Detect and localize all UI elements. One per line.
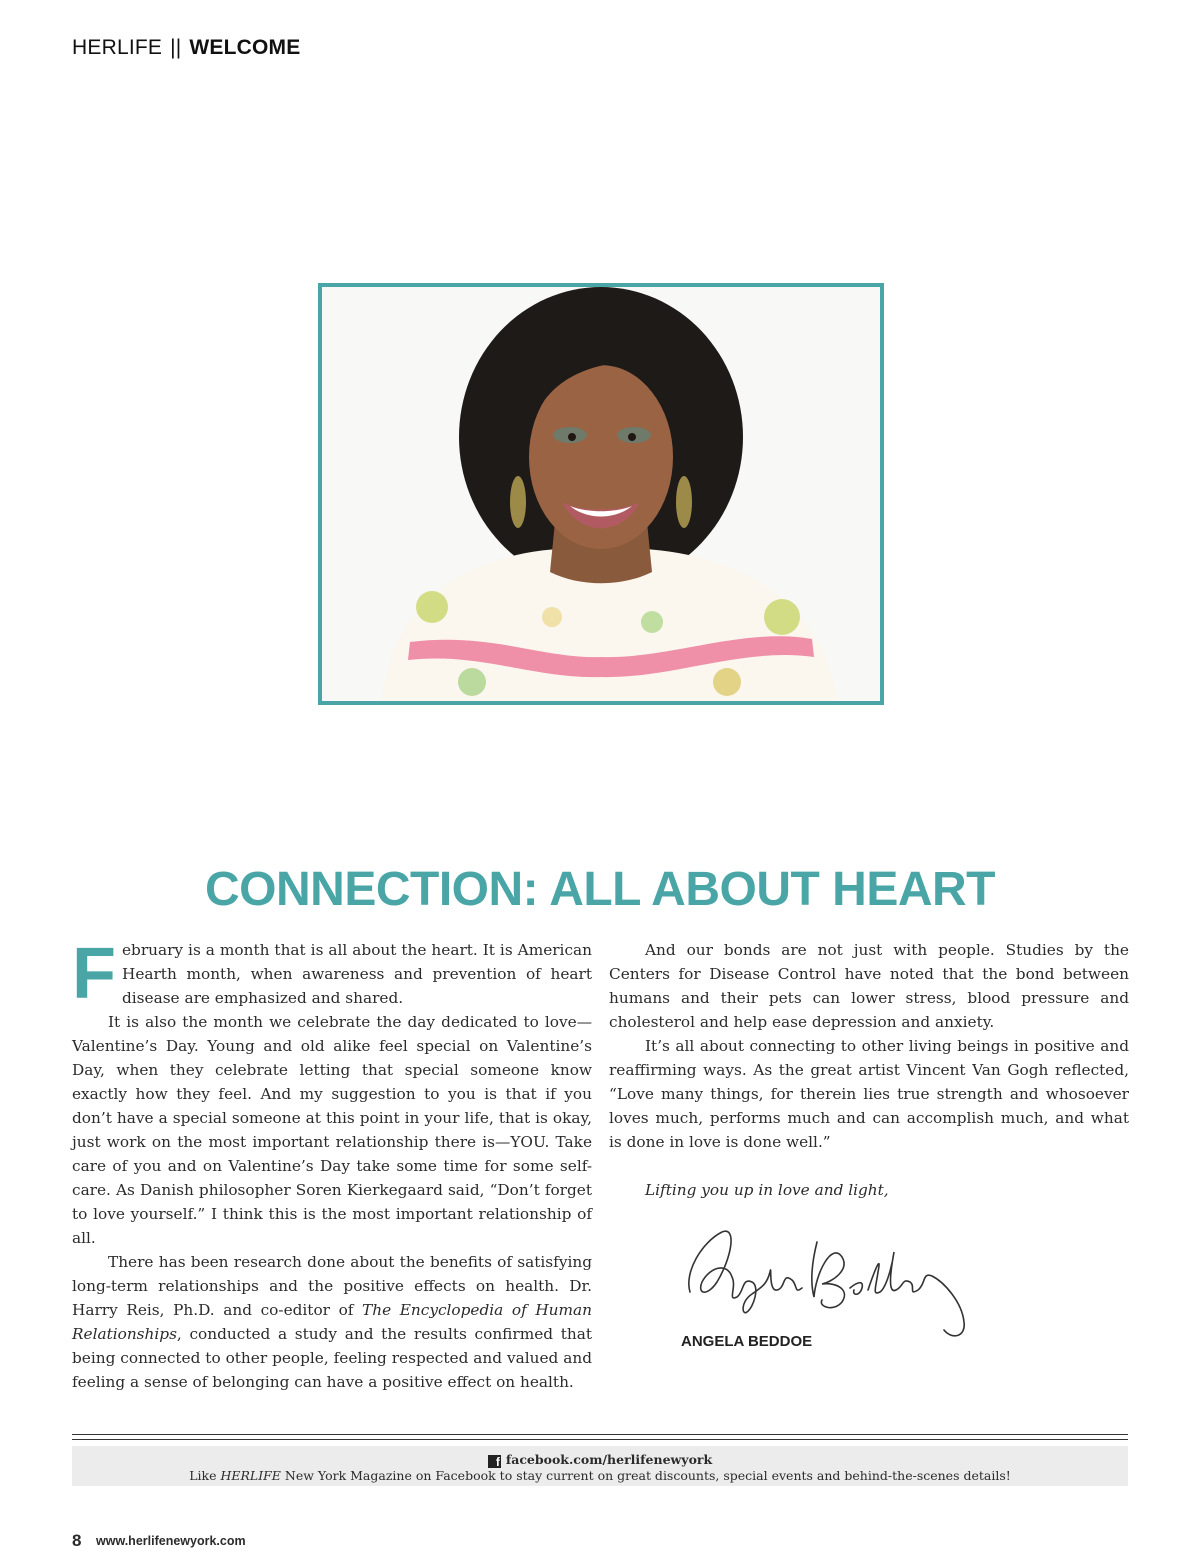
portrait-photo — [318, 283, 884, 705]
paragraph-text: , conducted a study and the results confirmed that being connected to other people, feeling respected and valued and feeling a sense of belonging can have a positive effect on health. — [72, 1325, 592, 1391]
brand-name: HERLIFE — [72, 36, 163, 59]
signer-name: ANGELA BEDDOE — [681, 1333, 813, 1350]
promo-text: New York Magazine on Facebook to stay current on great discounts, special events and behind-the-scenes details! — [280, 1468, 1011, 1483]
header-separator: || — [170, 36, 182, 59]
facebook-promo — [72, 1446, 1128, 1486]
paragraph: It is also the month we celebrate the day dedicated to love—Valentine’s Day. Young and old alike feel special on Valentine’s Day, when they celebrate letting that special someone know exactly how they feel. And my suggestion to you is that if you don’t have a special someone at this point in your life, that is okay, just work on the most important relationship there is—YOU. Take care of you and on Valentine’s Day take some time for some self-care. As Danish philosopher Soren Kierkegaard said, “Don’t forget to love yourself.” I think this is the most important relationship of all. — [72, 1013, 592, 1247]
facebook-link[interactable]: facebook.com/herlifenewyork — [505, 1452, 713, 1467]
footer-rule-top — [72, 1434, 1128, 1435]
closing-line: Lifting you up in love and light, — [645, 1181, 889, 1199]
paragraph-text: There has been research done about the benefits of satisfying long-term relationships and the positive effects on health. Dr. Harry Reis, Ph.D. and co-editor of — [72, 1253, 592, 1319]
dropcap: F — [72, 934, 116, 1014]
paragraph-text: ebruary is a month that is all about the heart. It is American Hearth month, when awareness and prevention of heart disease are emphasized and shared. — [121, 941, 592, 1007]
paragraph: And our bonds are not just with people. Studies by the Centers for Disease Control have noted that the bond between humans and their pets can lower stress, blood pressure and cholesterol and help ease depression and anxiety. — [609, 941, 1129, 1031]
portrait-illustration — [322, 287, 880, 701]
paragraph: It’s all about connecting to other living beings in positive and reaffirming ways. As the great artist Vincent Van Gogh reflected, “Love many things, for therein lies true strength and whosoever loves much, performs much and can accomplish much, and what is done in love is done well.” — [609, 1037, 1129, 1151]
paragraph — [72, 1250, 592, 1394]
page-number: 8 — [72, 1531, 82, 1550]
facebook-line[interactable] — [72, 1452, 1128, 1468]
book-title: The Encyclopedia of Human Relationships — [72, 1301, 592, 1343]
signature-image — [682, 1212, 972, 1347]
paragraph — [72, 934, 592, 1014]
facebook-promo-text — [72, 1468, 1128, 1483]
article-left-column — [72, 934, 592, 1394]
article-headline: CONNECTION: ALL ABOUT HEART — [204, 863, 995, 916]
article-right-column — [609, 938, 1129, 1202]
promo-text: Like — [189, 1468, 221, 1483]
website-link[interactable]: www.herlifenewyork.com — [96, 1534, 246, 1548]
footer-rule-bottom — [72, 1439, 1128, 1440]
promo-brand: HERLIFE — [220, 1468, 281, 1483]
section-name: WELCOME — [189, 36, 301, 59]
section-header — [72, 36, 300, 60]
facebook-icon[interactable]: f — [488, 1455, 501, 1468]
